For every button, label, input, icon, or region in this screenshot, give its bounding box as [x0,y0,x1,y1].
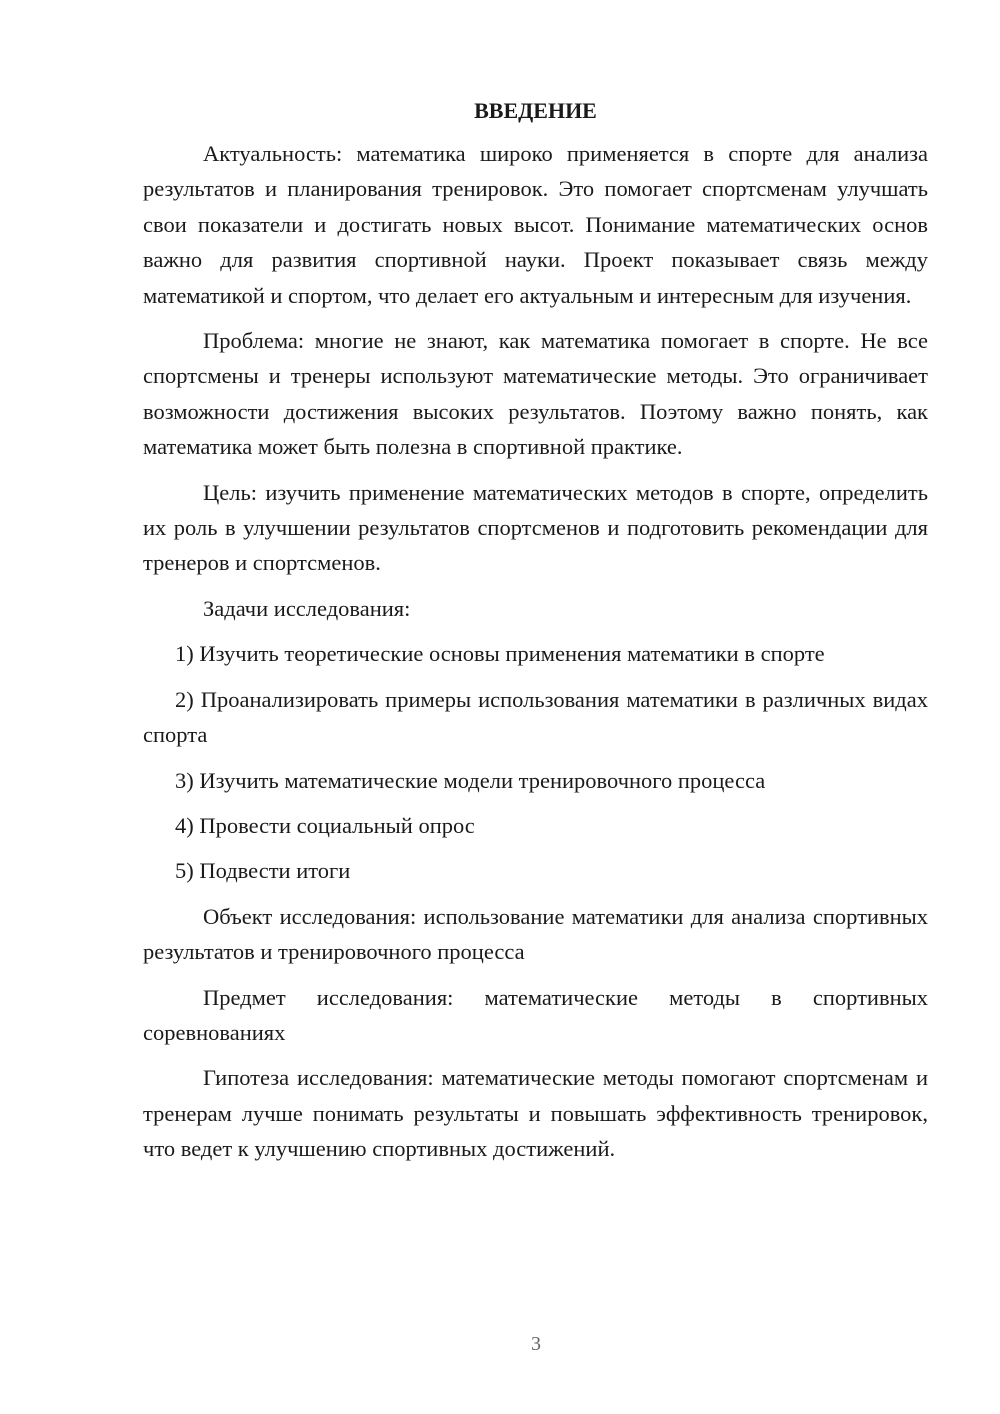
paragraph-hypothesis: Гипотеза исследования: математические методы помогают спортсменам и тренерам лучше понимать результаты и повышать эффективность тренировок, что ведет к улучшению спортивных достижений. [143,1065,928,1162]
list-item: 2) Проанализировать примеры использования математики в различных видах спорта [143,686,928,748]
paragraph-object: Объект исследования: использование математики для анализа спортивных результатов и тренировочного процесса [143,903,928,965]
list-item: 4) Провести социальный опрос [175,812,475,838]
paragraph-problem: Проблема: многие не знают, как математика помогает в спорте. Не все спортсмены и тренеры используют математические методы. Это ограничивает возможности достижения высоких результатов. Поэтому важно понять, как математика может быть полезна в спортивной практике. [143,328,928,460]
paragraph-goal: Цель: изучить применение математических методов в спорте, определить их роль в улучшении результатов спортсменов и подготовить рекомендации для тренеров и спортсменов. [143,479,928,576]
paragraph-relevance: Актуальность: математика широко применяется в спорте для анализа результатов и планирования тренировок. Это помогает спортсменам улучшать свои показатели и достигать новых высот. Понимание математических основ важно для развития спортивной науки. Проект показывает связь между математикой и спортом, что делает его актуальным и интересным для изучения. [143,141,928,308]
page-title: ВВЕДЕНИЕ [474,98,597,123]
tasks-heading: Задачи исследования: [203,595,411,621]
paragraph-subject: Предмет исследования: математические методы в спортивных соревнованиях [143,984,928,1045]
list-item: 5) Подвести итоги [175,858,351,884]
list-item: 3) Изучить математические модели тренировочного процесса [175,767,766,793]
tasks-list [143,636,928,888]
list-item: 1) Изучить теоретические основы применения математики в спорте [175,641,825,667]
document-body [143,96,928,1177]
page-number: 3 [531,1333,541,1355]
